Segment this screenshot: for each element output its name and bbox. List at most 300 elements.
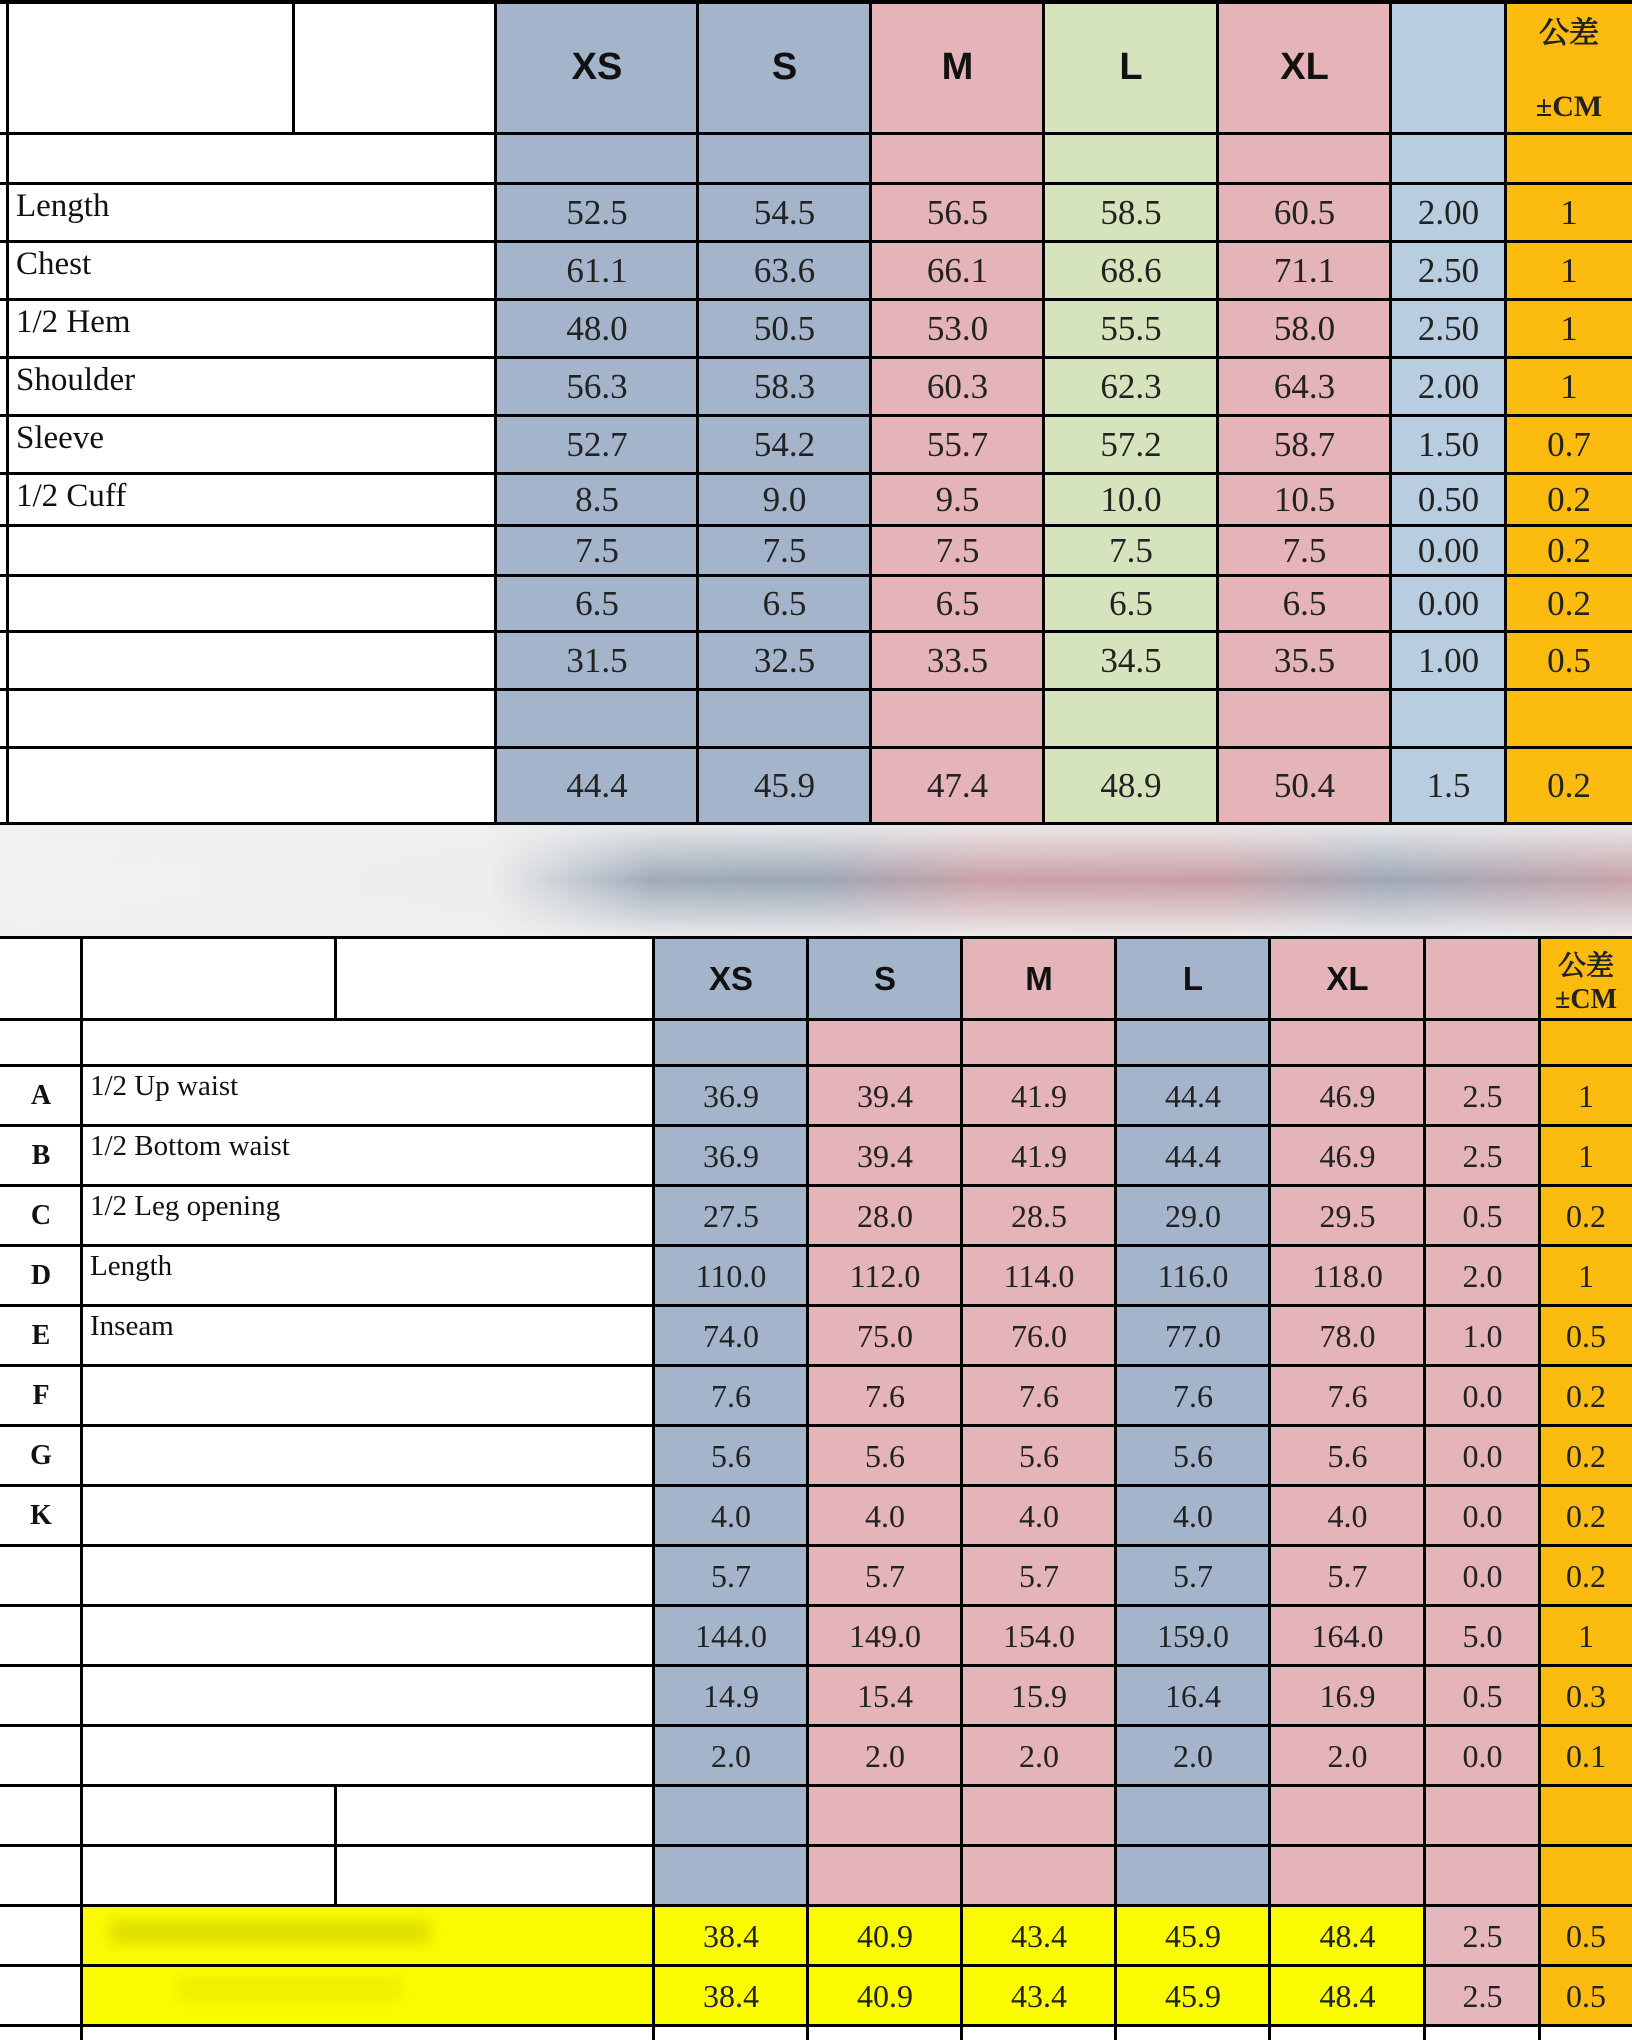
measurement-value: 5.7 (1270, 1546, 1425, 1606)
grid-line (1389, 0, 1392, 824)
measurement-value (808, 1786, 962, 1846)
grade-header (1425, 938, 1540, 1020)
grade-value: 2.5 (1425, 1906, 1540, 1966)
measurement-value: 54.2 (698, 416, 871, 474)
point-letter: B (0, 1126, 82, 1186)
grade-value: 0.0 (1425, 1546, 1540, 1606)
measurement-value: 116.0 (1116, 1246, 1270, 1306)
tolerance-value: 0.2 (1540, 1486, 1632, 1546)
size-header-s: S (698, 0, 871, 134)
measurement-value: 62.3 (1044, 358, 1218, 416)
measurement-value: 112.0 (808, 1246, 962, 1306)
measurement-value: 60.5 (1218, 184, 1391, 242)
grid-line (1538, 936, 1541, 2040)
tolerance-value: 0.2 (1540, 1426, 1632, 1486)
measurement-value: 15.4 (808, 1666, 962, 1726)
grade-value: 2.50 (1391, 300, 1506, 358)
point-letter (0, 1966, 82, 2026)
measurement-label (82, 1366, 654, 1426)
grade-value (1391, 134, 1506, 184)
measurement-label: 1/2 Up waist (82, 1066, 654, 1126)
measurement-value: 74.0 (654, 1306, 808, 1366)
tolerance-value: 1 (1506, 358, 1632, 416)
grade-value: 2.00 (1391, 358, 1506, 416)
measurement-value: 44.4 (1116, 1126, 1270, 1186)
size-header-s: S (808, 938, 962, 1020)
measurement-value: 35.5 (1218, 632, 1391, 690)
measurement-value: 8.5 (496, 474, 698, 526)
measurement-value: 4.0 (962, 1486, 1116, 1546)
grid-line (80, 936, 83, 2040)
grade-value: 2.0 (1425, 1246, 1540, 1306)
measurement-value: 38.4 (654, 1966, 808, 2026)
measurement-value: 4.0 (654, 1486, 808, 1546)
blurred-label-2 (180, 1978, 400, 2000)
tolerance-value: 0.2 (1506, 748, 1632, 824)
measurement-label: 1/2 Leg opening (82, 1186, 654, 1246)
measurement-value: 16.9 (1270, 1666, 1425, 1726)
measurement-value (871, 690, 1044, 748)
measurement-value: 154.0 (962, 1606, 1116, 1666)
measurement-value: 52.7 (496, 416, 698, 474)
measurement-value: 44.4 (496, 748, 698, 824)
grid-line (0, 1844, 1632, 1847)
tolerance-unit: ±CM (1554, 984, 1617, 1015)
measurement-value (496, 134, 698, 184)
measurement-value (871, 134, 1044, 184)
grid-line (1268, 936, 1271, 2040)
measurement-value: 4.0 (808, 1486, 962, 1546)
grid-line (652, 936, 655, 2040)
point-letter (0, 1666, 82, 1726)
measurement-label (8, 748, 496, 824)
tolerance-value: 0.7 (1506, 416, 1632, 474)
measurement-value: 5.6 (1270, 1426, 1425, 1486)
measurement-value: 110.0 (654, 1246, 808, 1306)
measurement-value: 56.3 (496, 358, 698, 416)
measurement-value (962, 1020, 1116, 1066)
measurement-value: 55.7 (871, 416, 1044, 474)
measurement-value: 16.4 (1116, 1666, 1270, 1726)
point-letter (0, 1786, 82, 1846)
measurement-value: 48.4 (1270, 1966, 1425, 2026)
tolerance-value: 0.1 (1540, 1726, 1632, 1786)
measurement-value (1218, 690, 1391, 748)
measurement-value: 6.5 (496, 576, 698, 632)
size-header-l: L (1044, 0, 1218, 134)
measurement-value: 4.0 (1116, 1486, 1270, 1546)
grid-line (0, 630, 1632, 633)
measurement-value (1270, 1786, 1425, 1846)
grade-value: 5.0 (1425, 1606, 1540, 1666)
measurement-value: 60.3 (871, 358, 1044, 416)
size-header-l: L (1116, 938, 1270, 1020)
measurement-value: 118.0 (1270, 1246, 1425, 1306)
measurement-value: 10.5 (1218, 474, 1391, 526)
measurement-value: 5.6 (962, 1426, 1116, 1486)
header-blank-cell (82, 938, 336, 1020)
grid-line (0, 2024, 1632, 2027)
measurement-value: 7.5 (496, 526, 698, 576)
measurement-value: 46.9 (1270, 1126, 1425, 1186)
measurement-value: 53.0 (871, 300, 1044, 358)
header-blank-cell (0, 938, 82, 1020)
point-letter: C (0, 1186, 82, 1246)
grade-value: 0.5 (1425, 1666, 1540, 1726)
grade-value: 0.00 (1391, 576, 1506, 632)
grid-line (6, 0, 9, 824)
grid-line (0, 1124, 1632, 1127)
point-letter: A (0, 1066, 82, 1126)
grade-value: 0.0 (1425, 1366, 1540, 1426)
measurement-value: 46.9 (1270, 1066, 1425, 1126)
grade-value: 1.00 (1391, 632, 1506, 690)
measurement-label: 1/2 Hem (8, 300, 496, 358)
grid-line (0, 1604, 1632, 1607)
grid-line (0, 414, 1632, 417)
tolerance-value: 0.2 (1506, 576, 1632, 632)
tolerance-label: 公差 (1539, 16, 1599, 51)
tolerance-value: 0.2 (1540, 1366, 1632, 1426)
tolerance-value (1506, 690, 1632, 748)
grid-line (0, 132, 1632, 135)
grid-line (1114, 936, 1117, 2040)
measurement-value: 40.9 (808, 1966, 962, 2026)
measurement-label: Shoulder (8, 358, 496, 416)
measurement-value: 5.7 (1116, 1546, 1270, 1606)
size-header-xs: XS (654, 938, 808, 1020)
grid-line (0, 240, 1632, 243)
measurement-value: 5.7 (654, 1546, 808, 1606)
grid-line (869, 0, 872, 824)
tolerance-value: 0.5 (1540, 1906, 1632, 1966)
grade-value: 1.0 (1425, 1306, 1540, 1366)
measurement-value: 63.6 (698, 242, 871, 300)
point-letter: F (0, 1366, 82, 1426)
tolerance-value (1540, 1020, 1632, 1066)
measurement-label (82, 1606, 654, 1666)
measurement-value (1044, 690, 1218, 748)
measurement-value: 9.0 (698, 474, 871, 526)
tolerance-header (1540, 938, 1632, 1020)
measurement-value: 40.9 (808, 1906, 962, 1966)
measurement-value: 36.9 (654, 1126, 808, 1186)
point-letter (0, 1606, 82, 1666)
measurement-label: Inseam (82, 1306, 654, 1366)
measurement-value: 5.7 (962, 1546, 1116, 1606)
measurement-label (82, 1546, 654, 1606)
measurement-value: 66.1 (871, 242, 1044, 300)
measurement-value: 43.4 (962, 1966, 1116, 2026)
grid-line (960, 936, 963, 2040)
measurement-value: 48.4 (1270, 1906, 1425, 1966)
grid-line (0, 688, 1632, 691)
measurement-label: Length (82, 1246, 654, 1306)
header-blank-cell (8, 0, 294, 134)
grid-line (1504, 0, 1507, 824)
measurement-value: 2.0 (808, 1726, 962, 1786)
point-letter (0, 1846, 82, 1906)
grid-line (0, 0, 1632, 4)
grid-line (0, 822, 1632, 825)
measurement-value: 41.9 (962, 1126, 1116, 1186)
header-blank-cell (336, 938, 654, 1020)
measurement-label (8, 526, 496, 576)
measurement-value: 5.6 (808, 1426, 962, 1486)
grid-line (292, 0, 295, 134)
measurement-label (82, 1846, 654, 1906)
grade-value: 1.5 (1391, 748, 1506, 824)
grid-line (1042, 0, 1045, 824)
measurement-value: 7.6 (1270, 1366, 1425, 1426)
tolerance-unit: ±CM (1535, 90, 1603, 123)
grade-value (1425, 1786, 1540, 1846)
measurement-value: 76.0 (962, 1306, 1116, 1366)
grade-value: 0.0 (1425, 1426, 1540, 1486)
tolerance-value: 0.3 (1540, 1666, 1632, 1726)
measurement-value (654, 1786, 808, 1846)
measurement-value: 43.4 (962, 1906, 1116, 1966)
tolerance-value (1506, 134, 1632, 184)
tolerance-value: 0.5 (1540, 1966, 1632, 2026)
grid-line (0, 1244, 1632, 1247)
grade-value (1425, 1020, 1540, 1066)
grade-value: 0.50 (1391, 474, 1506, 526)
grid-line (0, 1724, 1632, 1727)
size-header-xs: XS (496, 0, 698, 134)
measurement-value: 58.5 (1044, 184, 1218, 242)
measurement-value: 45.9 (1116, 1966, 1270, 2026)
measurement-value (1116, 1846, 1270, 1906)
grade-value: 2.5 (1425, 1126, 1540, 1186)
measurement-value: 36.9 (654, 1066, 808, 1126)
measurement-value: 14.9 (654, 1666, 808, 1726)
measurement-value: 50.5 (698, 300, 871, 358)
measurement-value: 54.5 (698, 184, 871, 242)
measurement-value: 57.2 (1044, 416, 1218, 474)
tolerance-value: 1 (1506, 242, 1632, 300)
measurement-value: 45.9 (698, 748, 871, 824)
measurement-label (82, 1666, 654, 1726)
grid-line (0, 524, 1632, 527)
grid-line (0, 1904, 1632, 1907)
measurement-value: 114.0 (962, 1246, 1116, 1306)
grid-line (696, 0, 699, 824)
tolerance-value: 0.5 (1540, 1306, 1632, 1366)
measurement-value: 29.0 (1116, 1186, 1270, 1246)
grid-line (0, 472, 1632, 475)
measurement-value: 6.5 (698, 576, 871, 632)
grid-line (0, 356, 1632, 359)
grid-line (1216, 0, 1219, 824)
tolerance-value: 1 (1540, 1066, 1632, 1126)
grade-value: 2.5 (1425, 1966, 1540, 2026)
tolerance-value: 0.2 (1506, 474, 1632, 526)
tolerance-value (1540, 1846, 1632, 1906)
tolerance-label: 公差 (1557, 949, 1614, 982)
measurement-value (1044, 134, 1218, 184)
grid-line (0, 1364, 1632, 1367)
measurement-label (8, 134, 496, 184)
measurement-value: 7.5 (1044, 526, 1218, 576)
measurement-value: 50.4 (1218, 748, 1391, 824)
measurement-value (1116, 1786, 1270, 1846)
measurement-value: 7.6 (808, 1366, 962, 1426)
measurement-value: 5.6 (1116, 1426, 1270, 1486)
grid-line (1423, 936, 1426, 2040)
measurement-label (8, 690, 496, 748)
point-letter (0, 1546, 82, 1606)
grid-line (334, 936, 337, 1020)
measurement-value: 68.6 (1044, 242, 1218, 300)
measurement-label: 1/2 Bottom waist (82, 1126, 654, 1186)
measurement-value: 58.3 (698, 358, 871, 416)
measurement-value (1116, 1020, 1270, 1066)
tolerance-value (1540, 1786, 1632, 1846)
measurement-label (82, 1726, 654, 1786)
grade-value (1391, 690, 1506, 748)
grade-value: 1.50 (1391, 416, 1506, 474)
measurement-value: 38.4 (654, 1906, 808, 1966)
measurement-value: 27.5 (654, 1186, 808, 1246)
measurement-value: 41.9 (962, 1066, 1116, 1126)
measurement-value: 4.0 (1270, 1486, 1425, 1546)
tolerance-value: 0.2 (1540, 1186, 1632, 1246)
measurement-value: 61.1 (496, 242, 698, 300)
point-letter (0, 1020, 82, 1066)
measurement-value: 9.5 (871, 474, 1044, 526)
grid-line (0, 1064, 1632, 1067)
tolerance-value: 1 (1540, 1606, 1632, 1666)
measurement-value: 31.5 (496, 632, 698, 690)
measurement-value: 5.7 (808, 1546, 962, 1606)
measurement-value: 48.0 (496, 300, 698, 358)
tolerance-value: 0.5 (1506, 632, 1632, 690)
measurement-label: Sleeve (8, 416, 496, 474)
measurement-value: 44.4 (1116, 1066, 1270, 1126)
point-letter: D (0, 1246, 82, 1306)
grid-line (0, 1784, 1632, 1787)
measurement-value: 28.0 (808, 1186, 962, 1246)
measurement-value: 6.5 (1044, 576, 1218, 632)
measurement-value: 29.5 (1270, 1186, 1425, 1246)
size-header-m: M (962, 938, 1116, 1020)
grid-line (0, 574, 1632, 577)
measurement-value (496, 690, 698, 748)
grid-line (0, 746, 1632, 749)
measurement-value: 56.5 (871, 184, 1044, 242)
measurement-value: 2.0 (962, 1726, 1116, 1786)
grid-line (0, 1664, 1632, 1667)
grid-line (0, 1304, 1632, 1307)
measurement-value (808, 1846, 962, 1906)
grade-header (1391, 0, 1506, 134)
measurement-value (962, 1786, 1116, 1846)
grade-value: 2.5 (1425, 1066, 1540, 1126)
measurement-value: 7.6 (1116, 1366, 1270, 1426)
size-header-m: M (871, 0, 1044, 134)
measurement-value: 5.6 (654, 1426, 808, 1486)
measurement-value: 58.7 (1218, 416, 1391, 474)
measurement-label (82, 1426, 654, 1486)
measurement-value (698, 690, 871, 748)
size-header-xl: XL (1270, 938, 1425, 1020)
measurement-value (654, 1020, 808, 1066)
measurement-label: Chest (8, 242, 496, 300)
measurement-value: 48.9 (1044, 748, 1218, 824)
measurement-value (808, 1020, 962, 1066)
grid-line (806, 936, 809, 2040)
grade-value: 0.0 (1425, 1486, 1540, 1546)
point-letter: K (0, 1486, 82, 1546)
grid-line (334, 1786, 337, 1906)
measurement-value: 52.5 (496, 184, 698, 242)
measurement-value: 6.5 (1218, 576, 1391, 632)
measurement-value: 39.4 (808, 1066, 962, 1126)
measurement-value: 15.9 (962, 1666, 1116, 1726)
measurement-value (962, 1846, 1116, 1906)
grid-line (0, 1424, 1632, 1427)
measurement-value (1270, 1020, 1425, 1066)
measurement-value: 164.0 (1270, 1606, 1425, 1666)
measurement-label (82, 1786, 654, 1846)
grade-value (1425, 1846, 1540, 1906)
point-letter: G (0, 1426, 82, 1486)
measurement-value: 159.0 (1116, 1606, 1270, 1666)
tolerance-value: 1 (1540, 1126, 1632, 1186)
measurement-value: 6.5 (871, 576, 1044, 632)
measurement-value: 2.0 (1116, 1726, 1270, 1786)
measurement-value: 7.6 (962, 1366, 1116, 1426)
measurement-value: 77.0 (1116, 1306, 1270, 1366)
tolerance-value: 0.2 (1540, 1546, 1632, 1606)
measurement-value (1270, 1846, 1425, 1906)
point-letter (0, 1726, 82, 1786)
measurement-value: 28.5 (962, 1186, 1116, 1246)
measurement-label (82, 1020, 654, 1066)
measurement-value: 2.0 (654, 1726, 808, 1786)
blurred-label-1 (110, 1920, 430, 1944)
grid-line (0, 1018, 1632, 1021)
grid-line (0, 1964, 1632, 1967)
measurement-value: 10.0 (1044, 474, 1218, 526)
measurement-value: 7.5 (1218, 526, 1391, 576)
measurement-value: 7.5 (698, 526, 871, 576)
measurement-value: 7.5 (871, 526, 1044, 576)
measurement-value: 2.0 (1270, 1726, 1425, 1786)
measurement-value: 75.0 (808, 1306, 962, 1366)
measurement-label (8, 632, 496, 690)
grid-line (0, 1184, 1632, 1187)
point-letter (0, 1906, 82, 1966)
tolerance-value: 1 (1506, 184, 1632, 242)
grade-value: 2.00 (1391, 184, 1506, 242)
measurement-value: 58.0 (1218, 300, 1391, 358)
size-header-xl: XL (1218, 0, 1391, 134)
measurement-value (698, 134, 871, 184)
blurred-separator (0, 824, 1632, 936)
measurement-value: 71.1 (1218, 242, 1391, 300)
point-letter: E (0, 1306, 82, 1366)
tolerance-value: 0.2 (1506, 526, 1632, 576)
measurement-value: 144.0 (654, 1606, 808, 1666)
grid-line (0, 1544, 1632, 1547)
measurement-label: Length (8, 184, 496, 242)
measurement-value: 45.9 (1116, 1906, 1270, 1966)
measurement-value: 47.4 (871, 748, 1044, 824)
grade-value: 0.00 (1391, 526, 1506, 576)
grade-value: 0.5 (1425, 1186, 1540, 1246)
